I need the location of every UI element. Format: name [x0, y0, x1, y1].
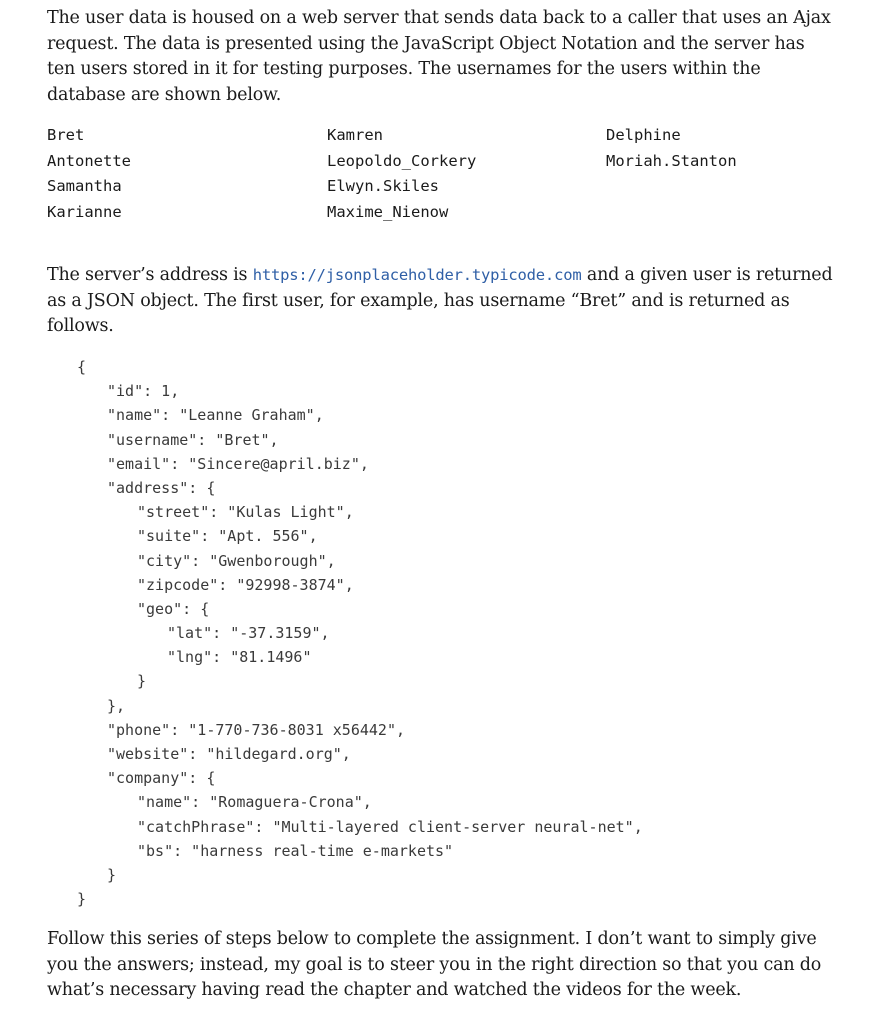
code-line: } [137, 672, 147, 691]
usernames-column-2 [327, 123, 476, 226]
code-line: "city": "Gwenborough", [137, 551, 336, 570]
code-line: "username": "Bret", [107, 430, 279, 449]
server-paragraph [47, 263, 837, 340]
username-item: Antonette [47, 151, 131, 170]
code-line: "zipcode": "92998-3874", [137, 575, 354, 594]
code-line: "suite": "Apt. 556", [137, 527, 318, 546]
username-item: Delphine [606, 126, 681, 144]
username-item: Elwyn.Skiles [327, 177, 439, 196]
code-line: }, [107, 696, 126, 715]
json-code-block [77, 355, 777, 911]
username-item: Bret [47, 126, 85, 144]
usernames-column-1 [47, 123, 131, 226]
instructions-paragraph: Follow this series of steps below to complete the assignment. I don’t want to simply give you the answers; instead, my goal is to steer you in the right direction so that you can do what’s necessary having read the chapter and watched the videos for the week. [47, 929, 822, 1001]
code-line: "catchPhrase": "Multi-layered client-server neural-net", [137, 817, 643, 836]
code-line: { [77, 358, 87, 376]
code-line: "phone": "1-770-736-8031 x56442", [107, 720, 406, 739]
username-item: Leopoldo_Corkery [327, 151, 477, 170]
usernames-column-3 [606, 123, 737, 174]
code-line: } [107, 865, 117, 884]
username-item: Maxime_Nienow [327, 203, 449, 222]
username-item: Kamren [327, 126, 383, 144]
username-item: Karianne [47, 203, 122, 222]
code-line: "street": "Kulas Light", [137, 503, 354, 522]
server-url-link[interactable]: https://jsonplaceholder.typicode.com [252, 266, 582, 284]
server-text-before: The server’s address is [47, 265, 253, 285]
usernames-list [47, 123, 847, 227]
code-line: "name": "Romaguera-Crona", [137, 793, 372, 812]
code-line: } [77, 890, 87, 909]
code-line: "address": { [107, 478, 216, 497]
code-line: "geo": { [137, 599, 210, 618]
username-item: Samantha [47, 177, 122, 196]
code-line: "lat": "-37.3159", [167, 624, 330, 643]
intro-paragraph: The user data is housed on a web server that sends data back to a caller that uses an Ajax request. The data is presented using the JavaScript Object Notation and the server has ten users stored in it for testing purposes. The usernames for the users within the database are shown below. [47, 8, 831, 105]
code-line: "id": 1, [107, 382, 180, 401]
code-line: "email": "Sincere@april.biz", [107, 454, 369, 473]
code-line: "name": "Leanne Graham", [107, 406, 324, 425]
server-text-after: and a given user is returned as a JSON object. The first user, for example, has username “Bret” and is returned as follows. [47, 265, 833, 337]
username-item: Moriah.Stanton [606, 151, 737, 170]
code-line: "lng": "81.1496" [167, 648, 312, 667]
code-line: "company": { [107, 769, 216, 788]
code-line: "bs": "harness real-time e-markets" [137, 841, 454, 860]
code-line: "website": "hildegard.org", [107, 745, 351, 763]
